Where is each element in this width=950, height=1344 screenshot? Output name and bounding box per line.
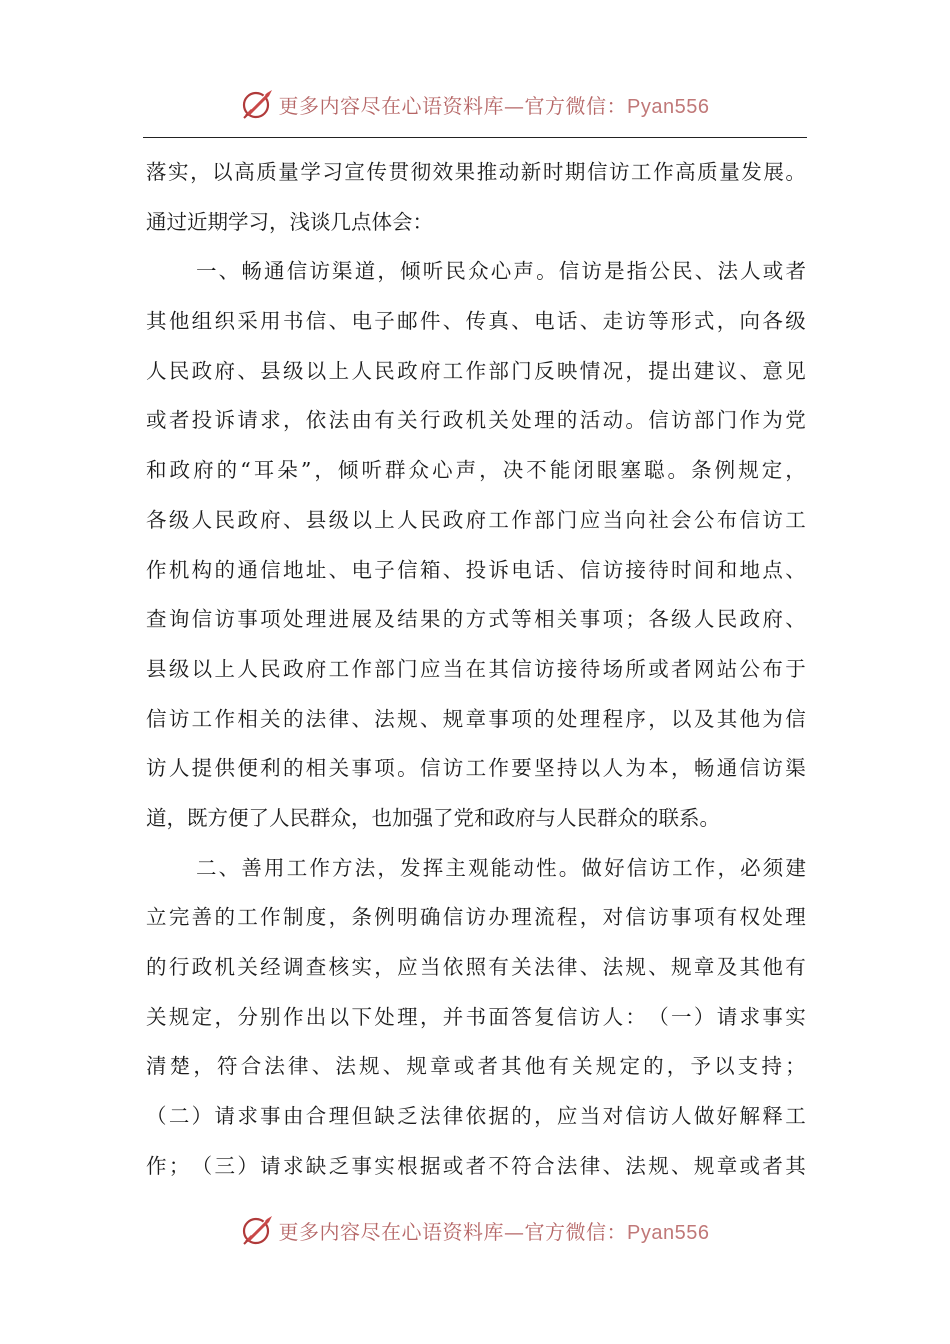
text-line: 一 、 畅 通 信 访 渠 道 ， 倾 听 民 众 心 声 。 信 访 是 指 公 民 、 法 人 或 者: [196, 259, 806, 284]
text-line: 县 级 以 上 人 民 政 府 工 作 部 门 应 当 在 其 信 访 接 待 场 所 或 者 网 站 公 布 于: [146, 656, 806, 681]
header-watermark: [0, 84, 950, 124]
quill-logo-icon: [241, 87, 275, 121]
footer-watermark: [0, 1210, 950, 1250]
text-line: 清 楚 ， 符 合 法 律 、 法 规 、 规 章 或 者 其 他 有 关 规 定 的 ， 予 以 支 持 ；: [146, 1054, 806, 1079]
text-line: 二 、 善 用 工 作 方 法 ， 发 挥 主 观 能 动 性 。 做 好 信 访 工 作 ， 必 须 建: [196, 855, 806, 880]
text-line: 作 机 构 的 通 信 地 址 、 电 子 信 箱 、 投 诉 电 话 、 信 访 接 待 时 间 和 地 点 、: [146, 557, 806, 582]
text-line: 的 行 政 机 关 经 调 查 核 实 ， 应 当 依 照 有 关 法 律 、 法 规 、 规 章 及 其 他 有: [146, 955, 806, 979]
watermark-label: 更多内容尽在心语资料库—官方微信：: [278, 1219, 628, 1244]
text-line: 落 实 ， 以 高 质 量 学 习 宣 传 贯 彻 效 果 推 动 新 时 期 信 访 工 作 高 质 量 发 展 。: [146, 160, 806, 184]
text-line: 道，既方便了人民群众，也加强了党和政府与人民群众的联系。: [146, 805, 720, 830]
text-line: 人 民 政 府 、 县 级 以 上 人 民 政 府 工 作 部 门 反 映 情 况 ， 提 出 建 议 、 意 见: [146, 358, 806, 383]
text-line: 各 级 人 民 政 府 、 县 级 以 上 人 民 政 府 工 作 部 门 应 当 向 社 会 公 布 信 访 工: [146, 507, 806, 532]
text-line: 立 完 善 的 工 作 制 度 ， 条 例 明 确 信 访 办 理 流 程 ， 对 信 访 事 项 有 权 处 理: [146, 905, 806, 930]
watermark-text: [279, 1216, 710, 1245]
text-line: 或 者 投 诉 请 求 ， 依 法 由 有 关 行 政 机 关 处 理 的 活 动 。 信 访 部 门 作 为 党: [146, 408, 806, 433]
text-line: 查 询 信 访 事 项 处 理 进 展 及 结 果 的 方 式 等 相 关 事 项 ； 各 级 人 民 政 府 、: [146, 607, 806, 632]
text-line: 关 规 定 ， 分 别 作 出 以 下 处 理 ， 并 书 面 答 复 信 访 人 ： （ 一 ） 请 求 事 实: [146, 1004, 806, 1029]
document-body: [146, 148, 806, 1191]
watermark-text: [279, 90, 710, 119]
text-line: （ 二 ） 请 求 事 由 合 理 但 缺 乏 法 律 依 据 的 ， 应 当 对 信 访 人 做 好 解 释 工: [146, 1104, 806, 1129]
quill-logo-icon: [241, 1213, 275, 1247]
watermark-label: 更多内容尽在心语资料库—官方微信：: [278, 93, 628, 118]
header-rule: [143, 137, 807, 138]
text-line: 访 人 提 供 便 利 的 相 关 事 项 。 信 访 工 作 要 坚 持 以 人 为 本 ， 畅 通 信 访 渠: [146, 756, 806, 781]
text-line: 信 访 工 作 相 关 的 法 律 、 法 规 、 规 章 事 项 的 处 理 程 序 ， 以 及 其 他 为 信: [146, 706, 806, 731]
text-line: 和 政 府 的 “ 耳 朵 ” ， 倾 听 群 众 心 声 ， 决 不 能 闭 眼 塞 聪 。 条 例 规 定 ，: [146, 458, 806, 483]
text-line: 作 ； （ 三 ） 请 求 缺 乏 事 实 根 据 或 者 不 符 合 法 律 、 法 规 、 规 章 或 者 其: [146, 1153, 806, 1178]
text-line: 通过近期学习，浅谈几点体会：: [146, 209, 433, 234]
wechat-id: Pyan556: [627, 95, 710, 118]
wechat-id: Pyan556: [627, 1221, 710, 1244]
text-line: 其 他 组 织 采 用 书 信 、 电 子 邮 件 、 传 真 、 电 话 、 走 访 等 形 式 ， 向 各 级: [146, 309, 806, 334]
